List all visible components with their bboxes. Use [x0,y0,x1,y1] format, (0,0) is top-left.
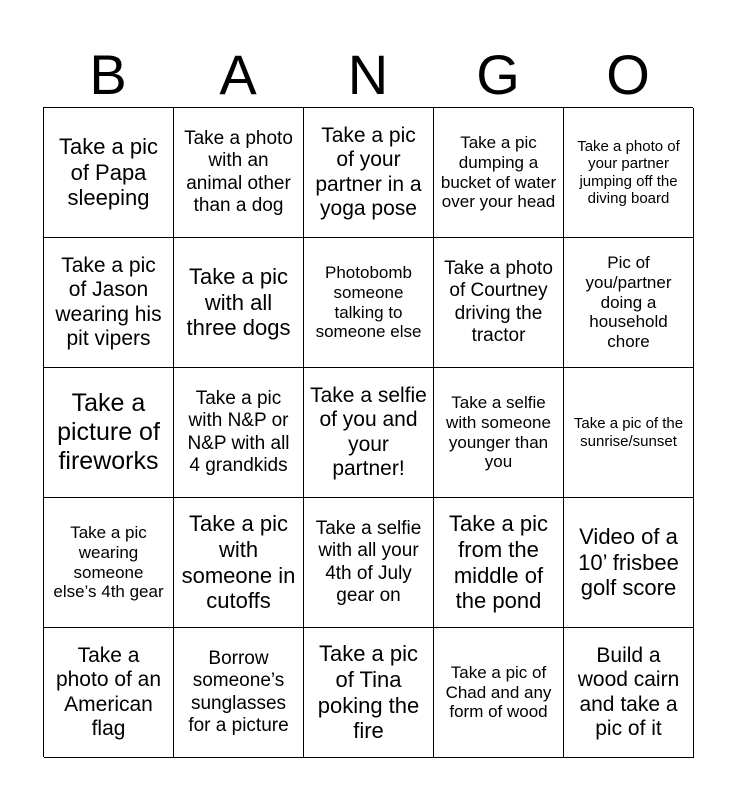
cell-text: Take a pic with someone in cutoffs [181,511,296,614]
bingo-cell [564,368,694,498]
bingo-board [43,107,693,757]
bingo-cell [44,368,174,498]
cell-text: Take a selfie of you and your partner! [310,383,427,480]
cell-text: Take a picture of fireworks [57,389,160,475]
cell-text: Take a pic dumping a bucket of water over your head [440,133,557,212]
bingo-cell [564,628,694,758]
cell-text: Take a pic of your partner in a yoga pose [315,123,422,220]
bingo-cell [304,498,434,628]
bingo-cell [44,498,174,628]
cell-text: Take a pic of Chad and any form of wood [445,662,552,722]
bingo-cell [44,108,174,238]
cell-text: Take a photo with an animal other than a dog [184,128,293,216]
bingo-cell [434,108,564,238]
cell-text: Take a selfie with all your 4th of July gear on [315,518,422,606]
cell-text: Take a selfie with someone younger than you [446,393,551,472]
bingo-cell [434,368,564,498]
cell-text: Take a pic with all three dogs [186,264,291,341]
bingo-cell [174,238,304,368]
cell-text: Build a wood cairn and take a pic of it [577,643,680,740]
header-letter-b: B [89,43,127,106]
bingo-cell [174,628,304,758]
cell-text: Take a pic from the middle of the pond [448,511,549,614]
header-letter-a: A [219,43,257,106]
cell-text: Take a pic wearing someone else’s 4th gear [53,523,164,602]
cell-text: Video of a 10’ frisbee golf score [578,524,679,601]
bingo-cell [304,368,434,498]
bingo-cell [434,498,564,628]
header-letter-o: O [606,43,650,106]
bingo-cell [304,108,434,238]
bingo-cell [564,238,694,368]
cell-text: Take a pic with N&P or N&P with all 4 grandkids [187,388,290,476]
cell-text: Take a photo of Courtney driving the tractor [444,258,553,346]
cell-text: Take a pic of the sunrise/sunset [573,415,684,450]
bingo-cell [174,108,304,238]
cell-text: Pic of you/partner doing a household chore [585,253,672,352]
bingo-cell [44,628,174,758]
bingo-cell [564,108,694,238]
cell-text: Borrow someone’s sunglasses for a picture [188,648,289,736]
cell-text: Take a pic of Tina poking the fire [317,641,420,744]
cell-text: Take a pic of Jason wearing his pit vipers [55,253,162,350]
header-letter-g: G [476,43,520,106]
bingo-cell [304,628,434,758]
bingo-cell [434,628,564,758]
cell-text: Photobomb someone talking to someone else [315,263,422,342]
header-letter-n: N [347,43,389,106]
cell-text: Take a photo of your partner jumping off the diving board [577,137,680,207]
bingo-cell [44,238,174,368]
bingo-header [43,42,693,108]
bingo-cell [174,498,304,628]
bingo-cell [304,238,434,368]
bingo-cell [434,238,564,368]
cell-text: Take a photo of an American flag [55,643,162,740]
bingo-cell [564,498,694,628]
cell-text: Take a pic of Papa sleeping [58,134,159,211]
bingo-cell [174,368,304,498]
